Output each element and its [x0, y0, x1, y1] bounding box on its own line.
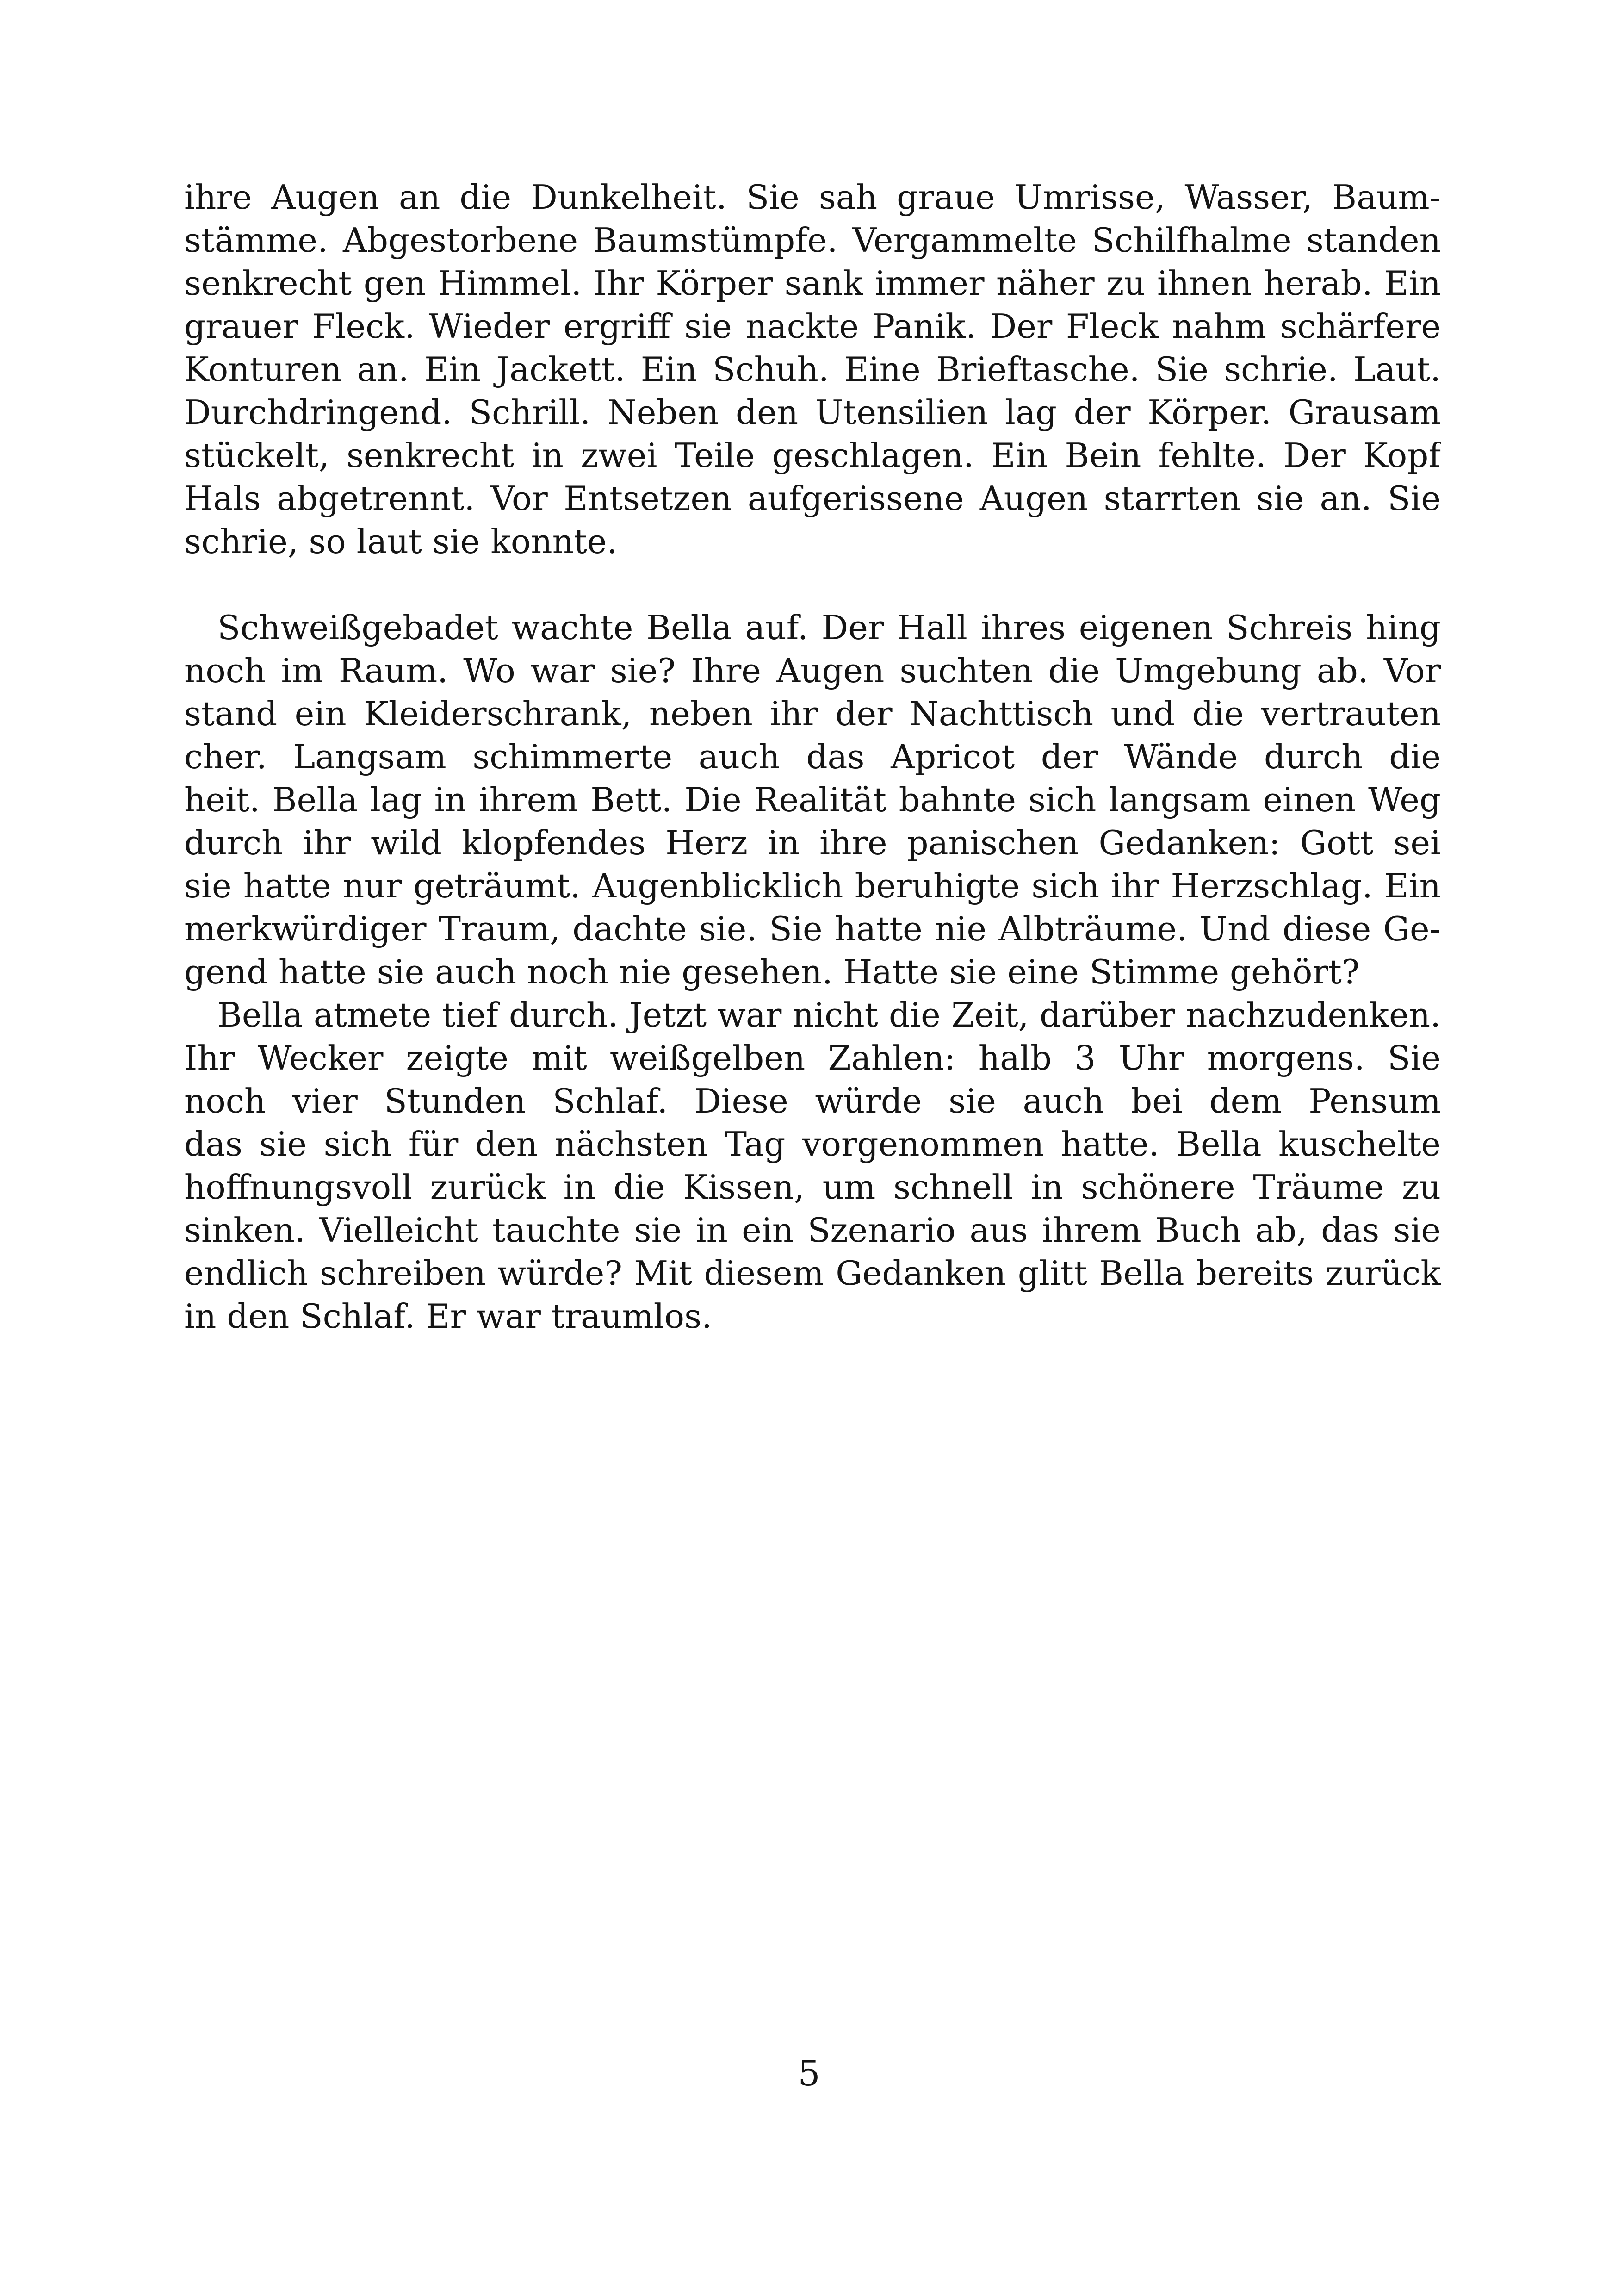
text-line: Schweißgebadet wachte Bella auf. Der Hall ihres eigenen Schreis hing	[217, 608, 1441, 647]
text-line: senkrecht gen Himmel. Ihr Körper sank immer näher zu ihnen herab. Ein	[184, 264, 1441, 303]
paragraph-gap	[184, 563, 1441, 606]
text-line: gend hatte sie auch noch nie gesehen. Hatte sie eine Stimme gehört?	[184, 952, 1360, 991]
text-line: durch ihr wild klopfendes Herz in ihre panischen Gedanken: Gott sei	[184, 823, 1441, 862]
body-text	[184, 176, 1441, 1338]
text-line: stückelt, senkrecht in zwei Teile geschlagen. Ein Bein fehlte. Der Kopf	[184, 436, 1441, 475]
text-line: cher. Langsam schimmerte auch das Apricot der Wände durch die	[184, 737, 1441, 776]
text-line: schrie, so laut sie konnte.	[184, 522, 618, 561]
text-line: sinken. Vielleicht tauchte sie in ein Szenario aus ihrem Buch ab, das sie	[184, 1211, 1441, 1250]
text-line: sie hatte nur geträumt. Augenblicklich beruhigte sich ihr Herzschlag. Ein	[184, 866, 1441, 905]
text-line: noch im Raum. Wo war sie? Ihre Augen suchten die Umgebung ab. Vor	[184, 651, 1441, 690]
text-line: stand ein Kleiderschrank, neben ihr der Nachttisch und die vertrauten	[184, 694, 1441, 733]
text-line: Durchdringend. Schrill. Neben den Utensilien lag der Körper. Grausam	[184, 393, 1441, 432]
text-line: ihre Augen an die Dunkelheit. Sie sah graue Umrisse, Wasser, Baum-	[184, 178, 1441, 217]
text-line: merkwürdiger Traum, dachte sie. Sie hatte nie Albträume. Und diese Ge-	[184, 909, 1441, 948]
text-line: heit. Bella lag in ihrem Bett. Die Realität bahnte sich langsam einen Weg	[184, 780, 1441, 819]
text-line: Konturen an. Ein Jackett. Ein Schuh. Eine Brieftasche. Sie schrie. Laut.	[184, 350, 1441, 389]
text-line: Bella atmete tief durch. Jetzt war nicht die Zeit, darüber nachzudenken.	[217, 996, 1441, 1034]
text-line: noch vier Stunden Schlaf. Diese würde sie auch bei dem Pensum	[184, 1082, 1441, 1120]
text-line: endlich schreiben würde? Mit diesem Gedanken glitt Bella bereits zurück	[184, 1254, 1441, 1293]
text-line: stämme. Abgestorbene Baumstümpfe. Vergammelte Schilfhalme standen	[184, 221, 1441, 260]
text-line: Ihr Wecker zeigte mit weißgelben Zahlen: halb 3 Uhr morgens. Sie	[184, 1039, 1441, 1077]
page-number: 5	[798, 2053, 820, 2094]
paragraph-3	[184, 994, 1441, 1338]
text-line: Hals abgetrennt. Vor Entsetzen aufgerissene Augen starrten sie an. Sie	[184, 479, 1441, 518]
text-line: das sie sich für den nächsten Tag vorgenommen hatte. Bella kuschelte	[184, 1125, 1441, 1164]
paragraph-1	[184, 176, 1441, 563]
paragraph-2	[184, 606, 1441, 994]
text-line: grauer Fleck. Wieder ergriff sie nackte Panik. Der Fleck nahm schärfere	[184, 307, 1441, 346]
text-line: hoffnungsvoll zurück in die Kissen, um schnell in schönere Träume zu	[184, 1168, 1441, 1207]
text-line: in den Schlaf. Er war traumlos.	[184, 1297, 712, 1336]
